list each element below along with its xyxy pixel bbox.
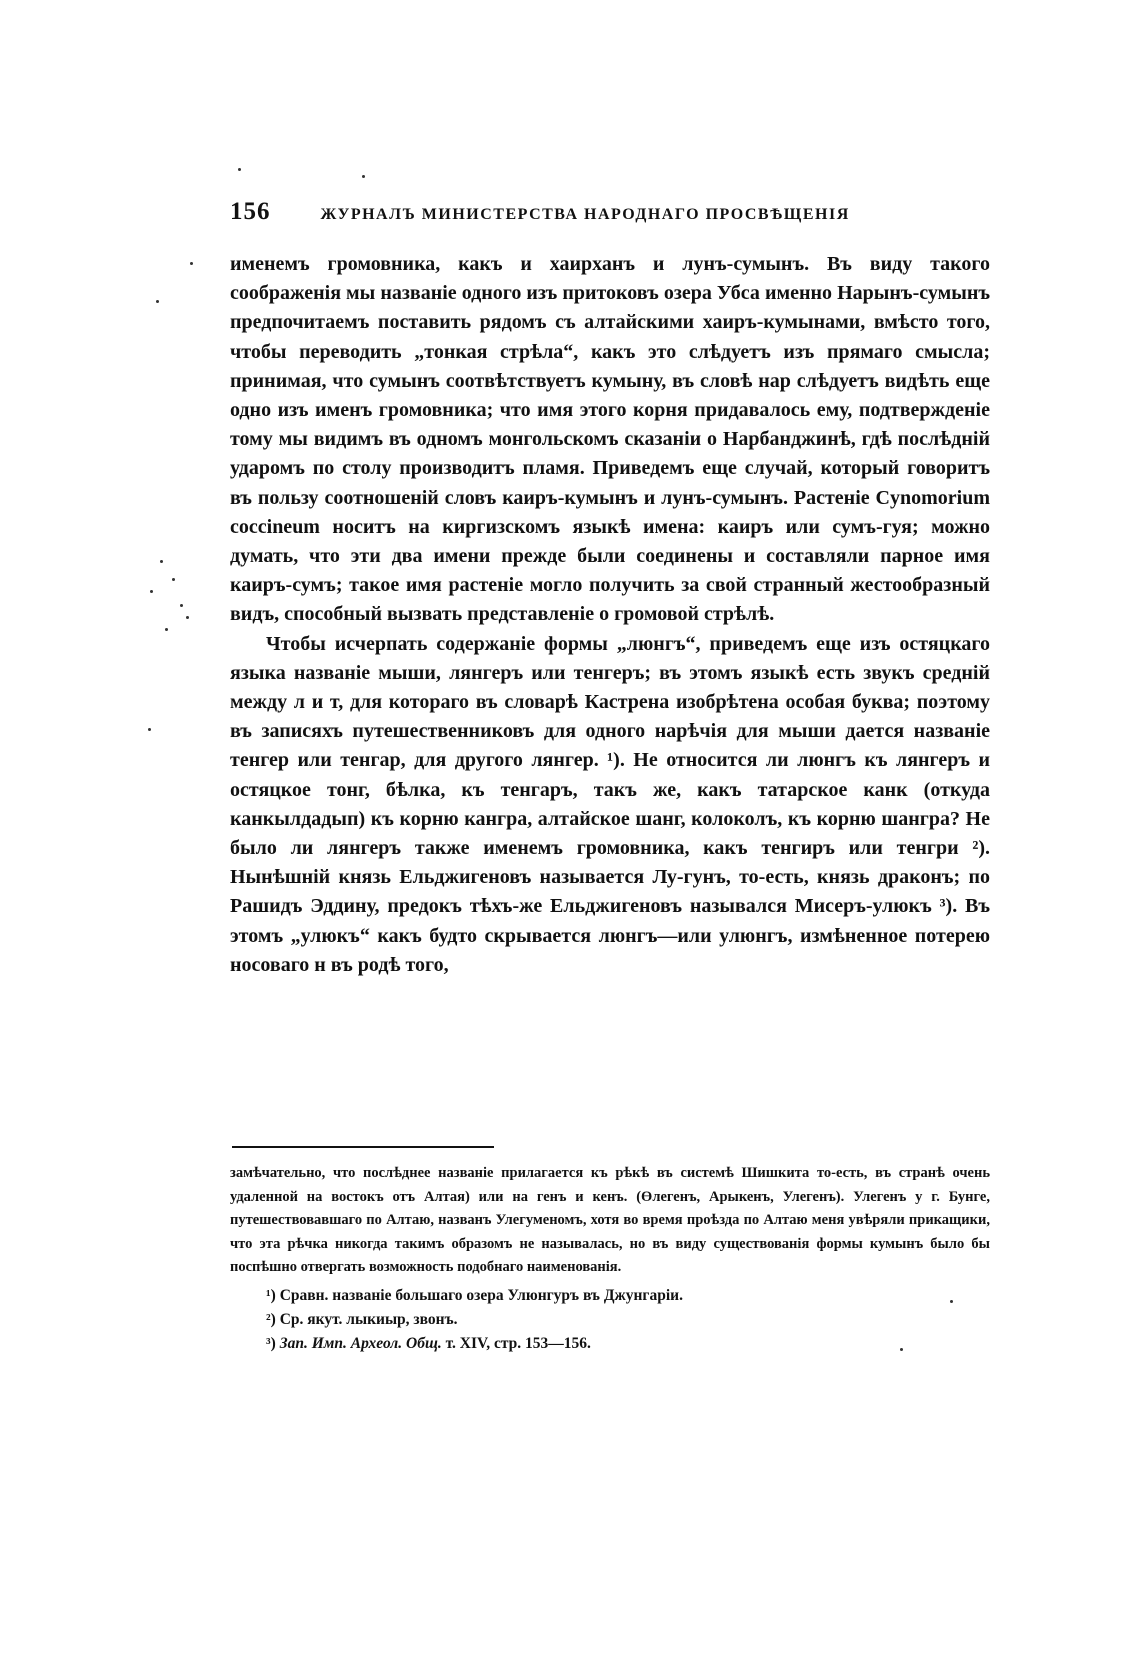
- footnote-1-text: Сравн. названіе большаго озера Улюнгуръ въ Джунгаріи.: [279, 1286, 683, 1304]
- footnotes-section: [230, 1162, 990, 1356]
- footnote-continuation: замѣчательно, что послѣднее названіе прилагается къ рѣкѣ въ системѣ Шишкита то-есть, въ странѣ очень удаленной на востокъ отъ Алтая) или на генъ и кенъ. (Өлегенъ, Арыкенъ, Улегенъ). Улегенъ у г. Бунге, путешествовавшаго по Алтаю, названъ Улегуменомъ, хотя во время проѣзда по Алтаю меня увѣряли прикащики, что эта рѣчка никогда такимъ образомъ не называлась, но въ виду существованія формы кумынъ было бы поспѣшно отвергать возможность подобнаго наименованія.: [230, 1165, 990, 1276]
- footnote-2-text: Ср. якут. лыкиыр, звонъ.: [279, 1310, 458, 1328]
- footnote-divider: [232, 1146, 494, 1148]
- scan-speck: [950, 1300, 953, 1303]
- scan-speck: [160, 560, 163, 563]
- scan-speck: [190, 262, 193, 265]
- scan-speck: [238, 168, 241, 171]
- footnote-3-italic: Зап. Имп. Археол. Общ.: [279, 1334, 442, 1352]
- paragraph-2: Чтобы исчерпать содержаніе формы „люнгъ“, приведемъ еще изъ остяцкаго языка названіе мыши, лянгеръ или тенгеръ; въ этомъ языкѣ есть звукъ средній между л и т, для котораго въ словарѣ Кастрена изобрѣтена особая буква; поэтому въ записяхъ путешественниковъ для одного нарѣчія для мыши дается названіе тенгер или тенгар, для другого лянгер. ¹). Не относится ли люнгъ къ лянгеръ и остяцкое тонг, бѣлка, къ тенгаръ, такъ же, какъ татарское канк (откуда канкылдадып) къ корню кангра, алтайское шанг, колоколъ, къ корню шангра? Не было ли лянгеръ также именемъ громовника, какъ тенгиръ или тенгри ²). Нынѣшній князь Ельджигеновъ называется Лу-гунъ, то-есть, князь драконъ; по Рашидъ Эддину, предокъ тѣхъ-же Ельджигеновъ назывался Мисеръ-улюкъ ³). Въ этомъ „улюкъ“ какъ будто скрывается люнгъ—или улюнгъ, измѣненное потерею носоваго н въ родѣ того,: [230, 632, 990, 976]
- footnote-list: [230, 1284, 990, 1356]
- paragraph-1: именемъ громовника, какъ и хаирханъ и лунъ-сумынъ. Въ виду такого соображенія мы названіе одного изъ притоковъ озера Убса именно Нарынъ-сумынъ предпочитаемъ поставить рядомъ съ алтайскими хаиръ-кумынами, вмѣсто того, чтобы переводить „тонкая стрѣла“, какъ это слѣдуетъ изъ прямаго смысла; принимая, что сумынъ соотвѣтствуетъ кумыну, въ словѣ нар слѣдуетъ видѣть еще одно изъ именъ громовника; что имя этого корня придавалось ему, подтвержденіе тому мы видимъ въ одномъ монгольскомъ сказаніи о Нарбанджинѣ, гдѣ послѣдній ударомъ по столу производитъ пламя. Приведемъ еще случай, который говоритъ въ пользу соотношеній словъ каиръ-кумынъ и лунъ-сумынъ. Растеніе Cynomorium coccineum носитъ на киргизскомъ языкѣ имена: каиръ или сумъ-гуя; можно думать, что эти два имени прежде были соединены и составляли парное имя каиръ-сумъ; такое имя растеніе могло получить за свой странный жестообразный видъ, способный вызвать представленіе о громовой стрѣлѣ.: [230, 253, 990, 626]
- scan-speck: [165, 628, 168, 631]
- scan-speck: [900, 1348, 903, 1351]
- page-number: 156: [230, 198, 271, 225]
- footnote-3: [230, 1332, 990, 1356]
- footnote-2: [230, 1308, 990, 1332]
- journal-title: ЖУРНАЛЪ МИНИСТЕРСТВА НАРОДНАГО ПРОСВѢЩЕНІЯ: [320, 206, 850, 223]
- footnote-1-mark: ¹): [266, 1286, 276, 1304]
- scan-speck: [180, 604, 183, 607]
- scan-speck: [156, 300, 159, 303]
- main-text: [230, 250, 990, 980]
- footnote-3-text: т. XIV, стр. 153—156.: [441, 1334, 591, 1352]
- scan-speck: [362, 175, 365, 178]
- scan-speck: [148, 728, 151, 731]
- footnote-1: [230, 1284, 990, 1308]
- footnote-2-mark: ²): [266, 1310, 276, 1328]
- footnote-3-mark: ³): [266, 1334, 276, 1352]
- scan-speck: [172, 578, 175, 581]
- running-head: [230, 198, 990, 238]
- scan-speck: [150, 590, 153, 593]
- scan-speck: [186, 616, 189, 619]
